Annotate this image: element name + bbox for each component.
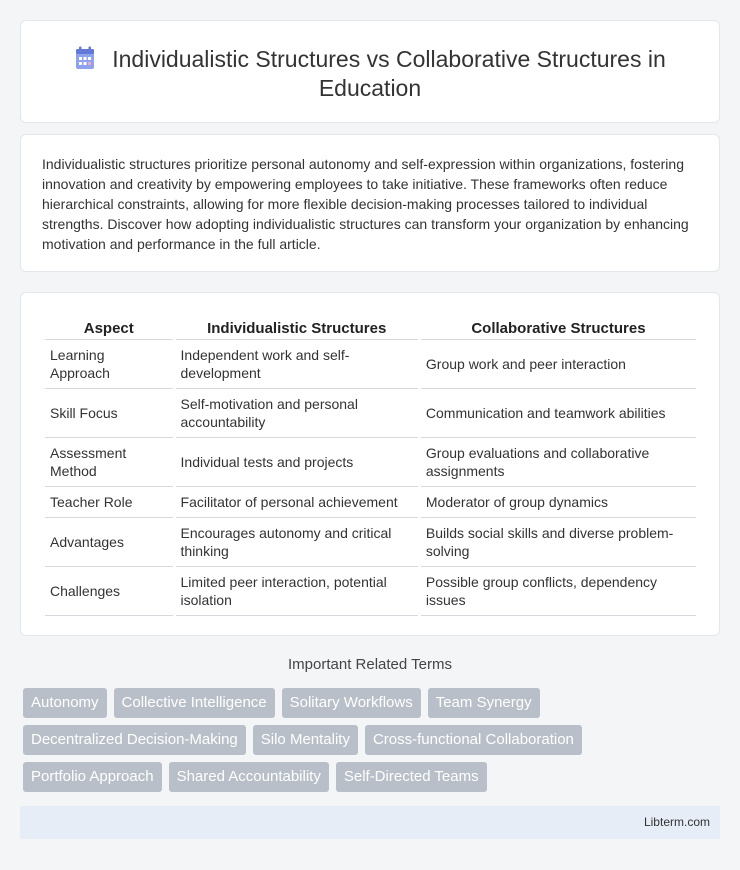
table-row: [45, 389, 696, 438]
related-terms: [23, 688, 723, 799]
intro-card: [20, 134, 720, 272]
cell-aspect: Learning Approach: [45, 340, 173, 389]
cell-individualistic: Self-motivation and personal accountability: [176, 389, 418, 438]
cell-individualistic: Independent work and self-development: [176, 340, 418, 389]
footer: [20, 806, 720, 839]
tag-cross-functional-collaboration[interactable]: Cross-functional Collaboration: [365, 725, 582, 755]
cell-aspect: Skill Focus: [45, 389, 173, 438]
cell-individualistic: Facilitator of personal achievement: [176, 487, 418, 518]
header-individualistic: Individualistic Structures: [176, 314, 418, 340]
table-row: [45, 438, 696, 487]
tag-autonomy[interactable]: Autonomy: [23, 688, 107, 718]
cell-collaborative: Possible group conflicts, dependency issues: [421, 567, 696, 616]
tag-team-synergy[interactable]: Team Synergy: [428, 688, 540, 718]
tag-collective-intelligence[interactable]: Collective Intelligence: [114, 688, 275, 718]
page-title-row: [21, 45, 719, 103]
comparison-card: [20, 292, 720, 636]
tag-decentralized-decision-making[interactable]: Decentralized Decision-Making: [23, 725, 246, 755]
cell-collaborative: Moderator of group dynamics: [421, 487, 696, 518]
tag-row: [23, 762, 723, 792]
cell-aspect: Advantages: [45, 518, 173, 567]
table-row: [45, 487, 696, 518]
cell-collaborative: Builds social skills and diverse problem-solving: [421, 518, 696, 567]
cell-individualistic: Limited peer interaction, potential isolation: [176, 567, 418, 616]
table-header-row: [45, 314, 696, 340]
footer-site-link[interactable]: Libterm.com: [643, 815, 710, 829]
intro-paragraph: Individualistic structures prioritize personal autonomy and self-expression within organizations, fostering innovation and creativity by empowering employees to take initiative. These frameworks often reduce hierarchical constraints, allowing for more flexible decision-making processes tailored to individual strengths. Discover how adopting individualistic structures can transform your organization by enhancing motivation and performance in the full article.: [42, 156, 689, 252]
tag-row: [23, 725, 723, 755]
cell-collaborative: Group work and peer interaction: [421, 340, 696, 389]
table-row: [45, 518, 696, 567]
cell-aspect: Teacher Role: [45, 487, 173, 518]
page-title: Individualistic Structures vs Collaborative Structures in Education: [112, 46, 666, 101]
cell-individualistic: Individual tests and projects: [176, 438, 418, 487]
header-collaborative: Collaborative Structures: [421, 314, 696, 340]
table-row: [45, 340, 696, 389]
tag-solitary-workflows[interactable]: Solitary Workflows: [282, 688, 421, 718]
tag-silo-mentality[interactable]: Silo Mentality: [253, 725, 358, 755]
tag-row: [23, 688, 723, 718]
cell-aspect: Challenges: [45, 567, 173, 616]
table-row: [45, 567, 696, 616]
cell-collaborative: Group evaluations and collaborative assignments: [421, 438, 696, 487]
cell-collaborative: Communication and teamwork abilities: [421, 389, 696, 438]
comparison-table: [42, 314, 699, 616]
tag-self-directed-teams[interactable]: Self-Directed Teams: [336, 762, 487, 792]
tag-portfolio-approach[interactable]: Portfolio Approach: [23, 762, 162, 792]
tag-shared-accountability[interactable]: Shared Accountability: [169, 762, 329, 792]
document-icon: [74, 46, 96, 70]
title-card: [20, 20, 720, 123]
cell-individualistic: Encourages autonomy and critical thinking: [176, 518, 418, 567]
related-terms-title: Important Related Terms: [288, 656, 452, 673]
header-aspect: Aspect: [45, 314, 173, 340]
cell-aspect: Assessment Method: [45, 438, 173, 487]
